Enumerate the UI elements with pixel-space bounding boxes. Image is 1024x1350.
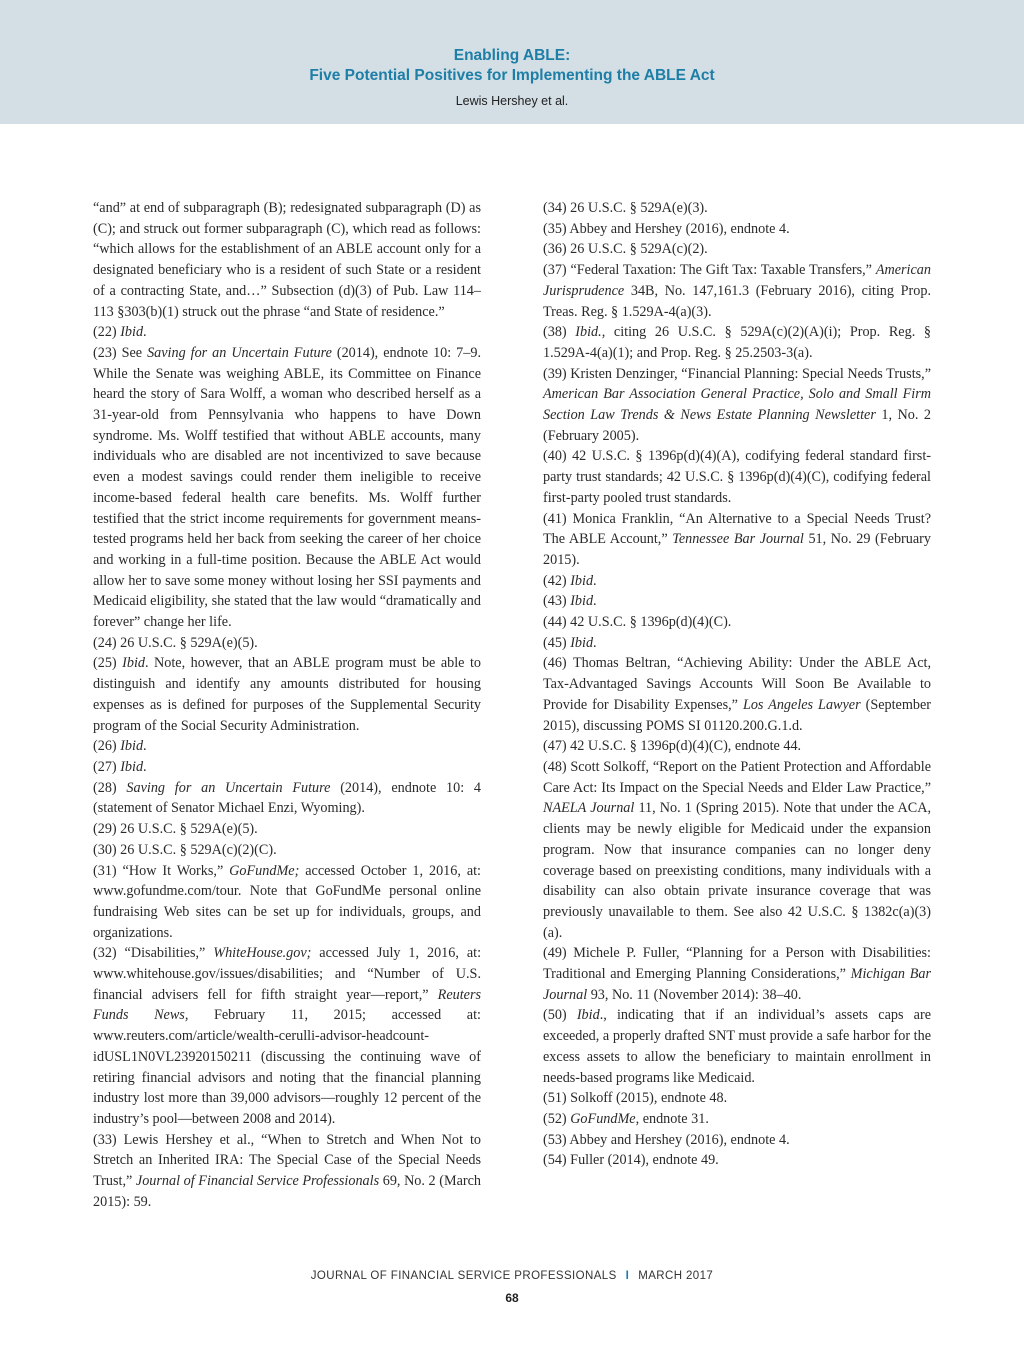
endnote-italic-text: Ibid — [570, 593, 594, 610]
endnote-text: accessed July 1, 2016, at: www.whitehouse.gov/issues/disabilities; and “Number of U.S. financial advisers fell for fifth straight year—report,” — [93, 945, 482, 1003]
endnote-text: (30) 26 U.S.C. § 529A(c)(2)(C). — [93, 841, 277, 858]
endnote-italic-text: Saving for an Uncertain Future — [147, 344, 332, 361]
endnote-text: (32) “Disabilities,” — [93, 945, 214, 962]
endnote-italic-text: GoFundMe — [570, 1110, 636, 1127]
article-author: Lewis Hershey et al. — [455, 94, 569, 108]
endnote-italic-text: NAELA Journal — [543, 800, 635, 817]
endnote-text: . — [593, 593, 597, 610]
endnote-text: 1, No. 2 (February 2005). — [543, 407, 931, 444]
endnote-italic-text: American Bar Association General Practice, Solo and Small Firm Section Law Trends & News Estate Planning Newsletter — [543, 386, 931, 424]
endnote-italic-text: Michigan Bar Journal — [543, 966, 931, 1003]
endnote-text: (38) — [543, 324, 576, 341]
endnote-text: (35) Abbey and Hershey (2016), endnote 4. — [543, 220, 790, 237]
endnote-text: (September 2015), discussing POMS SI 01120.200.G.1.d. — [543, 696, 931, 734]
endnote — [543, 1150, 931, 1171]
endnote-italic-text: Ibid — [570, 572, 594, 589]
endnote-text: . — [593, 572, 597, 589]
endnote-text: . Note, however, that an ABLE program must be able to distinguish and identify any amounts distributed for housing expenses as is defined for purposes of the Supplemental Security program of the Social Security Administration. — [93, 655, 481, 734]
endnote-text: (50) — [543, 1007, 577, 1024]
endnote-text: . — [143, 324, 147, 341]
endnote-text: (22) — [93, 324, 121, 341]
endnote-text: (44) 42 U.S.C. § 1396p(d)(4)(C). — [543, 614, 732, 631]
endnote-text: (49) Michele P. Fuller, “Planning for a Person with Disabilities: Traditional and Emerging Planning Considerations,” — [543, 945, 931, 983]
endnote-italic-text: Ibid — [120, 738, 144, 755]
endnote-text: citing 26 U.S.C. § 529A(c)(2)(A)(i); Prop. Reg. § 1.529A-4(a)(1); and Prop. Reg. § 25.2503-3(a). — [543, 324, 931, 361]
endnote-text: (29) 26 U.S.C. § 529A(e)(5). — [93, 821, 258, 838]
endnote-italic-text: GoFundMe; — [229, 862, 300, 879]
running-header — [0, 0, 1024, 124]
endnote — [543, 757, 931, 943]
endnote — [93, 757, 481, 778]
endnote — [543, 260, 931, 322]
endnote-text: (52) — [543, 1110, 571, 1127]
endnote-text: (25) — [93, 655, 123, 672]
endnotes-right-column — [543, 198, 931, 1171]
endnote-text: 34B, No. 147,161.3 (February 2016), citing Prop. Treas. Reg. § 1.529A-4(a)(3). — [543, 282, 931, 320]
endnote — [543, 322, 931, 363]
footer-journal-name: JOURNAL OF FINANCIAL SERVICE PROFESSIONALS — [310, 1270, 617, 1282]
endnote-text: ., indicating that if an individual’s assets caps are exceeded, a properly drafted SNT must provide a safe harbor for the excess assets to allow the beneficiary to maintain enrollment in needs-based programs like Medicaid. — [543, 1007, 931, 1086]
endnote-italic-text: Ibid — [570, 634, 594, 651]
endnote-text: , endnote 31. — [635, 1110, 709, 1127]
endnote-text: February 11, 2015; accessed at: www.reuters.com/article/wealth-cerulli-advisor-headcount-idUSL1N0VL23920150211 (discussing the continuing wave of retiring financial advisors and noting that the financial planning industry lost more than 39,000 advisors—roughly 12 percent of the industry’s pool—between 2008 and 2014). — [93, 1007, 481, 1127]
endnote — [93, 322, 481, 343]
endnote — [543, 1130, 931, 1151]
endnote — [93, 861, 481, 944]
endnote-italic-text: WhiteHouse.gov; — [213, 945, 312, 962]
endnote-italic-text: Ibid — [120, 324, 144, 341]
endnote-text: (40) 42 U.S.C. § 1396p(d)(4)(A), codifying federal standard first-party trust standards; 42 U.S.C. § 1396p(d)(4)(C), codifying federal first-party pooled trust standards. — [543, 448, 931, 506]
endnote — [543, 571, 931, 592]
endnote — [93, 778, 481, 819]
endnote — [543, 612, 931, 633]
endnote — [93, 943, 481, 1129]
endnote — [93, 819, 481, 840]
endnote-text: (28) — [93, 779, 127, 796]
endnote-text: (33) Lewis Hershey et al., “When to Stretch and When Not to Stretch an Inherited IRA: The Special Case of the Special Needs Trust,” — [93, 1131, 481, 1190]
endnote-text: 93, No. 11 (November 2014): 38–40. — [587, 986, 802, 1003]
endnote-italic-text: American Jurisprudence — [543, 262, 931, 299]
endnote-text: 51, No. 29 (February 2015). — [543, 531, 931, 568]
endnote — [93, 343, 481, 633]
endnote-text: (24) 26 U.S.C. § 529A(e)(5). — [93, 634, 258, 651]
endnote — [543, 1088, 931, 1109]
endnote — [543, 219, 931, 240]
endnote-text: . — [143, 758, 147, 775]
endnote — [93, 736, 481, 757]
endnote-text: (48) Scott Solkoff, “Report on the Patient Protection and Affordable Care Act: Its Impact on the Special Needs and Elder Law Practice,” — [543, 758, 931, 796]
endnote — [93, 1130, 481, 1213]
endnotes-left-column — [93, 198, 481, 1212]
endnote — [543, 364, 931, 447]
endnote-text: (2014), endnote 10: 7–9. While the Senate was weighing ABLE, its Committee on Finance heard the story of Sara Wolff, a woman who described herself as a 31-year-old from Pennsylvania who happens to have Down syndrome. Ms. Wolff testified that without ABLE accounts, many individuals who are disabled are not incentivized to save because even a modest savings could render them ineligible to receive income-based federal health care benefits. Ms. Wolff further testified that the strict income requirements for government means-tested programs held her back from seeking the career of her choice and working in a full-time position. Because the ABLE Act would allow her to save some money without losing her SSI payments and Medicaid eligibility, she stated that the law would “dramatically and forever” change her life. — [93, 344, 481, 631]
endnote — [543, 736, 931, 757]
endnote-italic-text: Los Angeles Lawyer — [742, 696, 861, 713]
endnote-text: (36) 26 U.S.C. § 529A(c)(2). — [543, 241, 708, 258]
endnote-italic-text: Saving for an Uncertain Future — [126, 779, 331, 796]
endnote — [543, 943, 931, 1005]
endnote-text: 11, No. 1 (Spring 2015). Note that under the ACA, clients may be newly eligible for Medicaid under the expansion program. Now that insurance companies can no longer deny coverage based on preexisting conditions, many individuals with a disability can also obtain private insurance coverage that was previously unavailable to them. See also 42 U.S.C. § 1382c(a)(3)(a). — [543, 800, 931, 941]
endnote-text: (54) Fuller (2014), endnote 49. — [543, 1152, 719, 1169]
endnote-text: accessed October 1, 2016, at: www.gofundme.com/tour. Note that GoFundMe personal online fundraising Web sites can be set up for individuals, groups, and organizations. — [93, 862, 481, 941]
endnote-text: . — [143, 738, 147, 755]
endnote-text: (39) Kristen Denzinger, “Financial Planning: Special Needs Trusts,” — [543, 365, 931, 382]
endnote — [93, 840, 481, 861]
endnote — [543, 446, 931, 508]
endnote-text: (46) Thomas Beltran, “Achieving Ability: Under the ABLE Act, Tax-Advantaged Savings Accounts Will Soon Be Available to Provide for Disability Expenses,” — [543, 655, 931, 713]
footer-separator: I — [625, 1270, 630, 1282]
endnote-text: (2014), endnote 10: 4 (statement of Senator Michael Enzi, Wyoming). — [93, 779, 481, 817]
endnote — [543, 633, 931, 654]
endnote — [93, 653, 481, 736]
article-title-line-2: Five Potential Positives for Implementing the ABLE Act — [309, 67, 715, 84]
endnote-text: (23) See — [93, 344, 148, 361]
endnote-italic-text: Journal of Financial Service Professionals — [135, 1173, 380, 1190]
endnote-text: . — [593, 634, 597, 651]
endnote — [543, 239, 931, 260]
endnote-text: (27) — [93, 758, 121, 775]
endnote — [543, 1109, 931, 1130]
endnote-text: (41) Monica Franklin, “An Alternative to a Special Needs Trust? The ABLE Account,” — [543, 510, 931, 548]
endnote-text: (42) — [543, 572, 571, 589]
endnote — [93, 633, 481, 654]
endnote — [543, 591, 931, 612]
endnote — [543, 1005, 931, 1088]
endnote-text: (37) “Federal Taxation: The Gift Tax: Taxable Transfers,” — [543, 262, 876, 279]
endnote-text: (53) Abbey and Hershey (2016), endnote 4. — [543, 1131, 790, 1148]
endnote-text: (51) Solkoff (2015), endnote 48. — [543, 1090, 728, 1107]
article-title-line-1: Enabling ABLE: — [453, 47, 571, 64]
endnote-text: (45) — [543, 634, 571, 651]
endnote-text: 69, No. 2 (March 2015): 59. — [93, 1173, 482, 1210]
endnote-italic-text: Tennessee Bar Journal — [672, 531, 804, 548]
endnote — [93, 198, 481, 322]
endnote-italic-text: Ibid — [576, 1007, 600, 1024]
endnote-text: (31) “How It Works,” — [93, 862, 230, 879]
endnote — [543, 653, 931, 736]
endnote — [543, 509, 931, 571]
endnote-text: (26) — [93, 738, 121, 755]
footer-date: MARCH 2017 — [638, 1270, 714, 1282]
endnote-italic-text: Ibid — [120, 758, 144, 775]
endnote-text: “and” at end of subparagraph (B); redesignated subparagraph (D) as (C); and struck out former subparagraph (C), which read as follows: “which allows for the establishment of an ABLE account only for a designated beneficiary who is a resident of such State or a resident of a contracting State, and…” Subsection (d)(3) of Pub. Law 114–113 §303(b)(1) struck out the phrase “and State of residence.” — [93, 200, 481, 320]
endnote-italic-text: Ibid., — [575, 324, 606, 341]
endnote-text: (47) 42 U.S.C. § 1396p(d)(4)(C), endnote 44. — [543, 738, 802, 755]
endnote — [543, 198, 931, 219]
endnote-text: (43) — [543, 593, 571, 610]
endnote-italic-text: Ibid — [122, 655, 145, 672]
page-footer — [0, 1270, 1024, 1282]
endnote-italic-text: Reuters Funds News, — [93, 986, 481, 1024]
endnote-text: (34) 26 U.S.C. § 529A(e)(3). — [543, 200, 708, 216]
page-number: 68 — [505, 1291, 519, 1305]
